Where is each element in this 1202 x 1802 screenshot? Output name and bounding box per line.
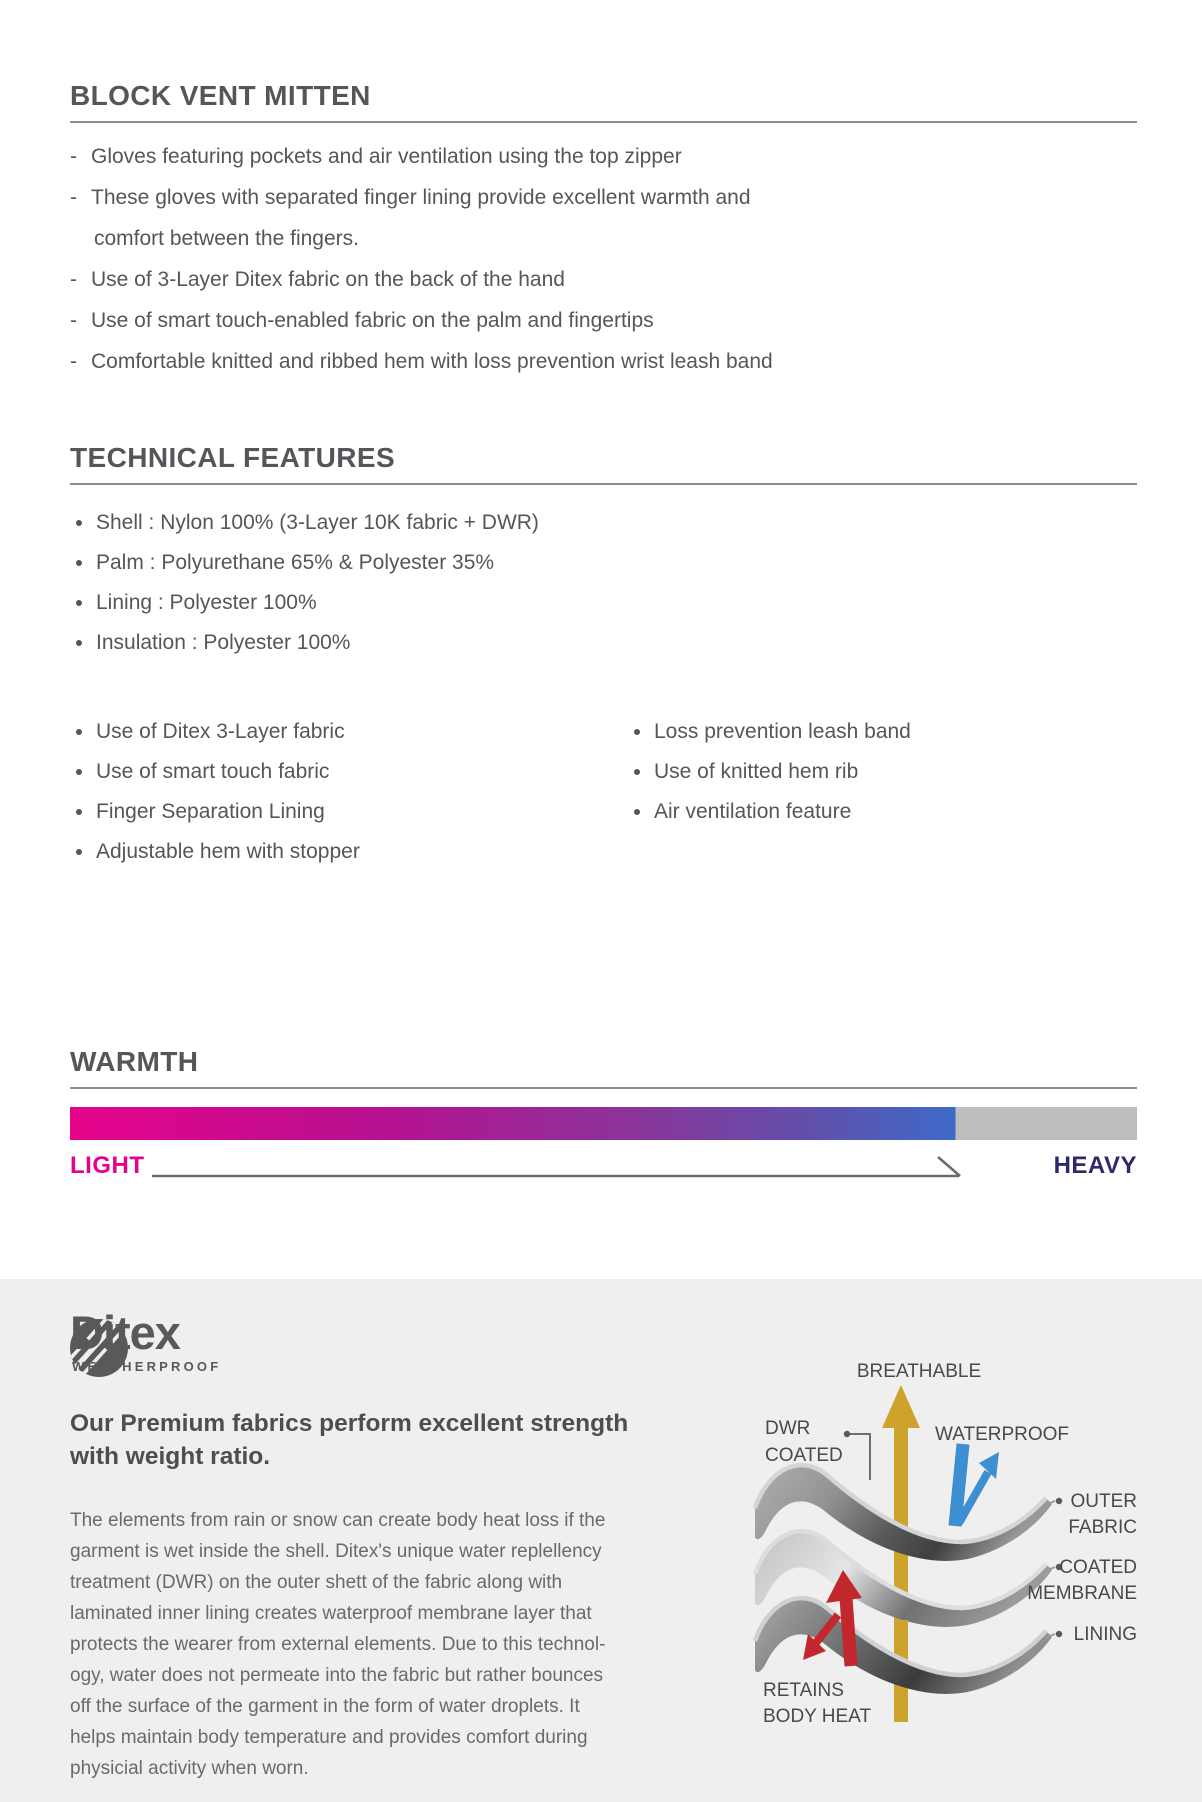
- ditex-tagline: WEATHERPROOF: [72, 1359, 222, 1374]
- feature-item: [628, 752, 911, 792]
- warmth-pointer-line: [70, 1150, 1137, 1190]
- list-item-text: Comfortable knitted and ribbed hem with loss prevention wrist leash band: [91, 350, 773, 373]
- warmth-rule: [70, 1087, 1137, 1089]
- bullet-dot-icon: [76, 769, 82, 775]
- material-item: [70, 623, 1137, 663]
- body-line: The elements from rain or snow can create body heat loss if the: [70, 1510, 606, 1531]
- warmth-gradient-bar: [70, 1107, 1137, 1140]
- body-line: protects the wearer from external elements. Due to this technol-: [70, 1634, 606, 1655]
- dwr-coated-label: COATED: [765, 1445, 843, 1466]
- page-title: BLOCK VENT MITTEN: [70, 80, 371, 111]
- warmth-title: WARMTH: [70, 1046, 199, 1077]
- warmth-section: [70, 1046, 1137, 1089]
- materials-list: [70, 503, 1137, 663]
- bullet-dot-icon: [76, 849, 82, 855]
- feature-text: Use of smart touch fabric: [96, 760, 330, 783]
- feature-item: [628, 712, 911, 752]
- dwr-connector-dot-icon: [844, 1431, 850, 1437]
- technical-rule: [70, 483, 1137, 485]
- product-bullet-list: [70, 136, 1137, 382]
- feature-item: [70, 712, 1137, 752]
- dash-bullet: -: [70, 309, 77, 332]
- material-text: Lining : Polyester 100%: [96, 591, 317, 614]
- ditex-heading: [70, 1407, 628, 1473]
- outer-fabric-label: FABRIC: [1068, 1517, 1137, 1538]
- layer-connector-lines: [1045, 1501, 1055, 1638]
- outer-fabric-label: OUTER: [1070, 1491, 1137, 1512]
- bullet-dot-icon: [76, 640, 82, 646]
- dash-bullet: -: [70, 145, 77, 168]
- body-line: helps maintain body temperature and provides comfort during: [70, 1727, 588, 1748]
- body-line: off the surface of the garment in the form of water droplets. It: [70, 1696, 580, 1717]
- warmth-heavy-label: HEAVY: [1053, 1152, 1137, 1179]
- retains-body-heat-label: BODY HEAT: [763, 1706, 872, 1727]
- bullet-dot-icon: [634, 729, 640, 735]
- dwr-coated-label: DWR: [765, 1418, 811, 1439]
- list-item: [70, 218, 1137, 259]
- ditex-brand-name: Ditex: [70, 1306, 180, 1359]
- body-line: laminated inner lining creates waterproof membrane layer that: [70, 1603, 592, 1624]
- feature-text: Air ventilation feature: [654, 800, 852, 823]
- lining-label: LINING: [1073, 1624, 1137, 1645]
- dash-bullet: -: [70, 186, 77, 209]
- warmth-light-label: LIGHT: [70, 1152, 145, 1179]
- material-text: Palm : Polyurethane 65% & Polyester 35%: [96, 551, 495, 574]
- list-item-text: Gloves featuring pockets and air ventilation using the top zipper: [91, 145, 682, 168]
- features-columns: [70, 712, 1137, 872]
- ditex-heading-line: with weight ratio.: [70, 1443, 271, 1470]
- features-right-column: [628, 712, 911, 832]
- feature-item: [70, 752, 1137, 792]
- list-item: [70, 177, 1137, 218]
- list-item: [70, 300, 1137, 341]
- list-item-text: Use of 3-Layer Ditex fabric on the back of the hand: [91, 268, 565, 291]
- material-text: Shell : Nylon 100% (3-Layer 10K fabric + DWR): [96, 511, 539, 534]
- feature-item: [70, 792, 1137, 832]
- body-line: treatment (DWR) on the outer shett of the fabric along with: [70, 1572, 563, 1593]
- dwr-connector-line: [850, 1434, 870, 1480]
- technical-title: TECHNICAL FEATURES: [70, 442, 396, 473]
- list-item-text: These gloves with separated finger lining provide excellent warmth and: [91, 186, 751, 209]
- material-item: [70, 583, 1137, 623]
- ditex-body-text: [70, 1505, 605, 1784]
- feature-text: Finger Separation Lining: [96, 800, 325, 823]
- fabric-layers-diagram: [700, 1330, 1202, 1802]
- dash-bullet: -: [70, 350, 77, 373]
- dash-bullet: -: [70, 268, 77, 291]
- bullet-dot-icon: [634, 769, 640, 775]
- feature-text: Adjustable hem with stopper: [96, 840, 360, 863]
- bullet-dot-icon: [76, 600, 82, 606]
- bullet-dot-icon: [634, 809, 640, 815]
- coated-membrane-label: COATED: [1059, 1557, 1137, 1578]
- retains-body-heat-label: RETAINS: [763, 1680, 844, 1701]
- bullet-dot-icon: [76, 729, 82, 735]
- feature-item: [70, 832, 1137, 872]
- material-text: Insulation : Polyester 100%: [96, 631, 351, 654]
- waterproof-label: WATERPROOF: [934, 1424, 1070, 1445]
- material-item: [70, 543, 1137, 583]
- list-item: [70, 136, 1137, 177]
- feature-text: Loss prevention leash band: [654, 720, 911, 743]
- coated-membrane-label: MEMBRANE: [1027, 1583, 1137, 1604]
- body-line: garment is wet inside the shell. Ditex's unique water replellency: [70, 1541, 602, 1562]
- waterproof-arrow-icon: [955, 1444, 999, 1526]
- feature-text: Use of knitted hem rib: [654, 760, 859, 783]
- material-item: [70, 503, 1137, 543]
- feature-item: [628, 792, 911, 832]
- features-left-column: [70, 712, 1137, 872]
- bullet-dot-icon: [76, 520, 82, 526]
- bullet-dot-icon: [76, 809, 82, 815]
- technical-section: [70, 442, 1137, 485]
- product-section: [70, 80, 1137, 123]
- list-item-text: Use of smart touch-enabled fabric on the palm and fingertips: [91, 309, 654, 332]
- list-item: [70, 259, 1137, 300]
- title-rule: [70, 121, 1137, 123]
- list-item: [70, 341, 1137, 382]
- feature-text: Use of Ditex 3-Layer fabric: [96, 720, 345, 743]
- bullet-dot-icon: [76, 560, 82, 566]
- ditex-panel: [0, 1279, 1202, 1802]
- breathable-label: BREATHABLE: [856, 1361, 982, 1382]
- body-line: physicial activity when worn.: [70, 1758, 309, 1779]
- body-line: ogy, water does not permeate into the fabric but rather bounces: [70, 1665, 604, 1686]
- list-item-text: comfort between the fingers.: [94, 227, 359, 250]
- ditex-heading-line: Our Premium fabrics perform excellent strength: [70, 1410, 629, 1437]
